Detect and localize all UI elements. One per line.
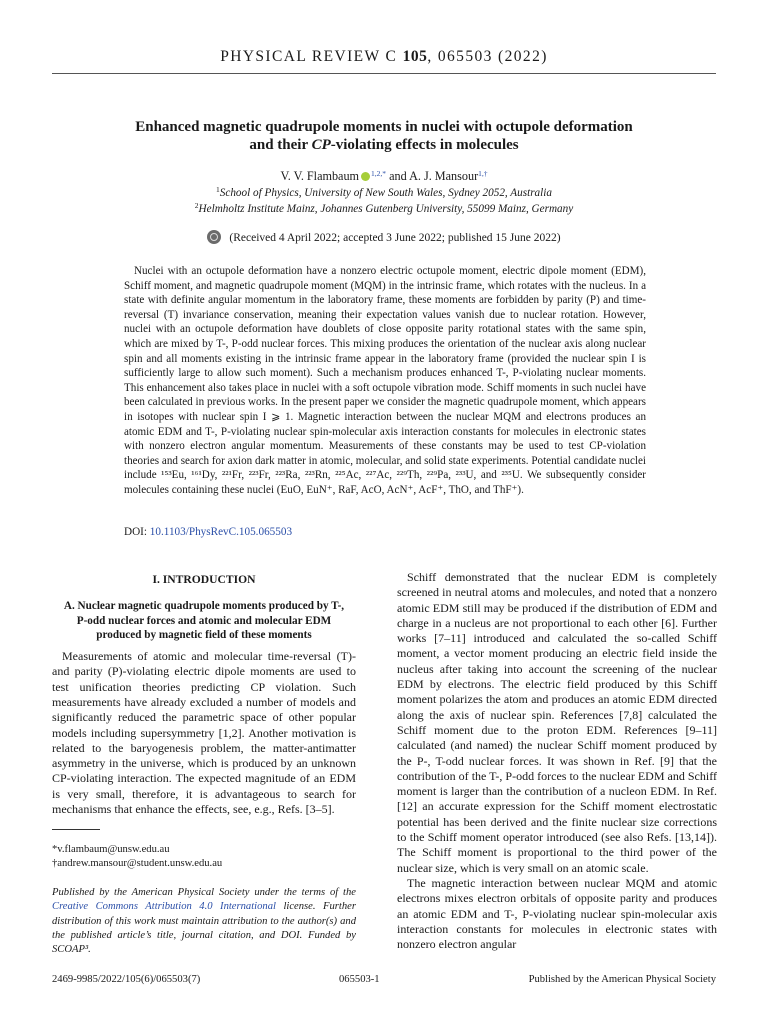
- right-column: [397, 570, 717, 952]
- author1-superscript[interactable]: 1,2,*: [371, 169, 387, 178]
- doi-link[interactable]: 10.1103/PhysRevC.105.065503: [149, 526, 293, 538]
- license-pre: Published by the American Physical Society under the terms of the: [52, 887, 356, 898]
- doi: [124, 526, 292, 538]
- journal-volume: 105: [402, 48, 428, 65]
- intro-paragraph-right-1: Schiff demonstrated that the nuclear EDM is completely screened in neutral atoms and molecules, and noted that a nonzero atomic EDM still may be produced if the distribution of EDM and charge in a nucleus are not proportional to each other [6]. Further works [7–11] introduced and calculated the so-called Schiff moment, a vector moment producing an electric field inside the nucleus after taking into account the screening of the nuclear EDM by electrons. The electric field produced by this Schiff moment polarizes the atom and produces an atomic EDM directed along the axis of nuclear spin. References [7,8] calculated the Schiff moment due to the proton EDM. References [9–11] calculated (and named) the nuclear Schiff moment produced by the P-, T-odd nuclear forces. It was shown in Ref. [9] that the contribution of the T-, P-odd forces to the nuclear EDM and Schiff moment is larger than the contribution of a nucleon EDM. In Ref. [12] an accurate expression for the Schiff moment electrostatic potential has been derived and the finite nuclear size corrections to the Schiff moment operator introduced (see also Refs. [13,14]). The Schiff moment is proportional to the third power of the nuclear size, which is very small on an atomic scale.: [397, 570, 717, 875]
- intro-paragraph-left: Measurements of atomic and molecular time-reversal (T)- and parity (P)-violating electric dipole moments are used to test unification theories predicting CP violation. Such measurements have already excluded a number of models and significantly reduced the parametric space of other popular models including supersymmetry [1,2]. Another motivation is related to the baryogenesis problem, the matter-antimatter asymmetry in the universe, which is produced by an unknown CP-violating interaction. The expected magnitude of an EDM is very small, therefore, it is advantageous to search for mechanisms that enhance the effects, see, e.g., Refs. [3–5].: [52, 649, 356, 817]
- received-text: (Received 4 April 2022; accepted 3 June 2022; published 15 June 2022): [229, 232, 561, 244]
- footer-publisher: Published by the American Physical Society: [528, 974, 716, 985]
- abstract: Nuclei with an octupole deformation have a nonzero electric octupole moment, electric dipole moment (EDM), Schiff moment, and magnetic quadrupole moment (MQM) in the intrinsic frame, which rotates with the nucleus. In a state with definite angular momentum in the laboratory frame, these moments are forbidden by parity (P) and time-reversal (T) invariance conservation, meaning their expectation values vanish due to nuclear rotation. However, nuclei with an octupole deformation have doublets of close opposite parity rotational states with the same spin, which are mixed by T-, P-odd nuclear forces. This mixing produces the orientation of the nuclear axis along nuclear spin and all moments existing in the intrinsic frame appear in the laboratory frame (provided the nuclear spin I is sufficiently large to allow such moment). Such a mechanism produces enhanced T-, P-violating nuclear moments. This enhancement also takes place in nuclei with a soft octupole vibration mode. Schiff moments in such nuclei have been calculated in previous works. In the present paper we consider the magnetic quadrupole moment, which appears in isotopes with nuclear spin I ⩾ 1. Magnetic interaction between the nuclear MQM and electrons produces an atomic EDM and T-, P-violating nuclear spin-molecular axis interaction constants for molecules in electronic states with nonzero electron angular momentum. Measurements of these constants may be used to test CP-violation theories and search for axion dark matter in atomic, molecular, and solid state experiments. Potential candidate nuclei include ¹⁵³Eu, ¹⁶¹Dy, ²²¹Fr, ²²³Fr, ²²³Ra, ²²³Rn, ²²⁵Ac, ²²⁷Ac, ²²⁹Th, ²²⁹Pa, ²³³U, and ²³⁵U. We subsequently consider molecules containing these nuclei (EuO, EuN⁺, RaF, AcO, AcN⁺, AcF⁺, ThO, and ThF⁺).: [124, 265, 646, 496]
- orcid-icon[interactable]: [361, 172, 370, 181]
- footnote-rule: [52, 829, 100, 830]
- title-line-2-cp: CP: [311, 137, 331, 153]
- affiliation-2-number: 2: [194, 201, 199, 210]
- intro-paragraph-right-2: The magnetic interaction between nuclear MQM and atomic electrons mixes electron orbitals of opposite parity and produces an atomic EDM and T-, P-violating nuclear spin-molecular axis interaction constants for molecules in electronic states with nonzero electron angular: [397, 875, 717, 952]
- author-mansour[interactable]: A. J. Mansour: [409, 169, 479, 183]
- title-line-2: [0, 136, 768, 154]
- license-notice: [52, 886, 356, 957]
- section-heading: I. INTRODUCTION: [152, 573, 256, 586]
- title-line-2-b: -violating effects in molecules: [330, 137, 519, 153]
- affiliation-1: [0, 186, 768, 200]
- left-column: [52, 570, 356, 817]
- journal-header: [0, 48, 768, 66]
- check-for-updates-icon[interactable]: [207, 230, 221, 244]
- footnotes: [52, 843, 356, 871]
- title-line-1: Enhanced magnetic quadrupole moments in nuclei with octupole deformation: [135, 119, 633, 135]
- author-flambaum[interactable]: V. V. Flambaum: [280, 169, 360, 183]
- author-and: and: [386, 169, 410, 183]
- received-dates: [0, 230, 768, 244]
- author2-superscript[interactable]: 1,†: [478, 169, 488, 178]
- license-post: license. Further distribution of this work must maintain attribution to the author(s) and the published article’s title, journal citation, and DOI. Funded by SCOAP³.: [52, 901, 356, 956]
- paper-title: [0, 118, 768, 154]
- journal-name: PHYSICAL REVIEW C: [220, 48, 398, 65]
- affiliation-1-number: 1: [216, 185, 220, 194]
- journal-article-info: , 065503 (2022): [427, 48, 548, 65]
- affiliation-2: [0, 202, 768, 216]
- footnote-email-mansour[interactable]: †andrew.mansour@student.unsw.edu.au: [52, 858, 223, 869]
- license-link[interactable]: Creative Commons Attribution 4.0 International: [52, 901, 276, 913]
- header-rule: [52, 73, 716, 74]
- doi-label: DOI:: [124, 526, 150, 538]
- title-line-2-a: and their: [249, 137, 312, 153]
- affiliation-1-text: School of Physics, University of New South Wales, Sydney 2052, Australia: [219, 187, 552, 199]
- affiliation-2-text: Helmholtz Institute Mainz, Johannes Gutenberg University, 55099 Mainz, Germany: [198, 203, 574, 215]
- footer-issn: 2469-9985/2022/105(6)/065503(7): [52, 974, 201, 985]
- author-list: [0, 169, 768, 184]
- footer-page-number: 065503-1: [339, 974, 380, 985]
- footnote-email-flambaum[interactable]: *v.flambaum@unsw.edu.au: [52, 844, 170, 855]
- subsection-heading: A. Nuclear magnetic quadrupole moments produced by T-, P-odd nuclear forces and atomic and molecular EDM produced by magnetic field of these moments: [63, 600, 345, 642]
